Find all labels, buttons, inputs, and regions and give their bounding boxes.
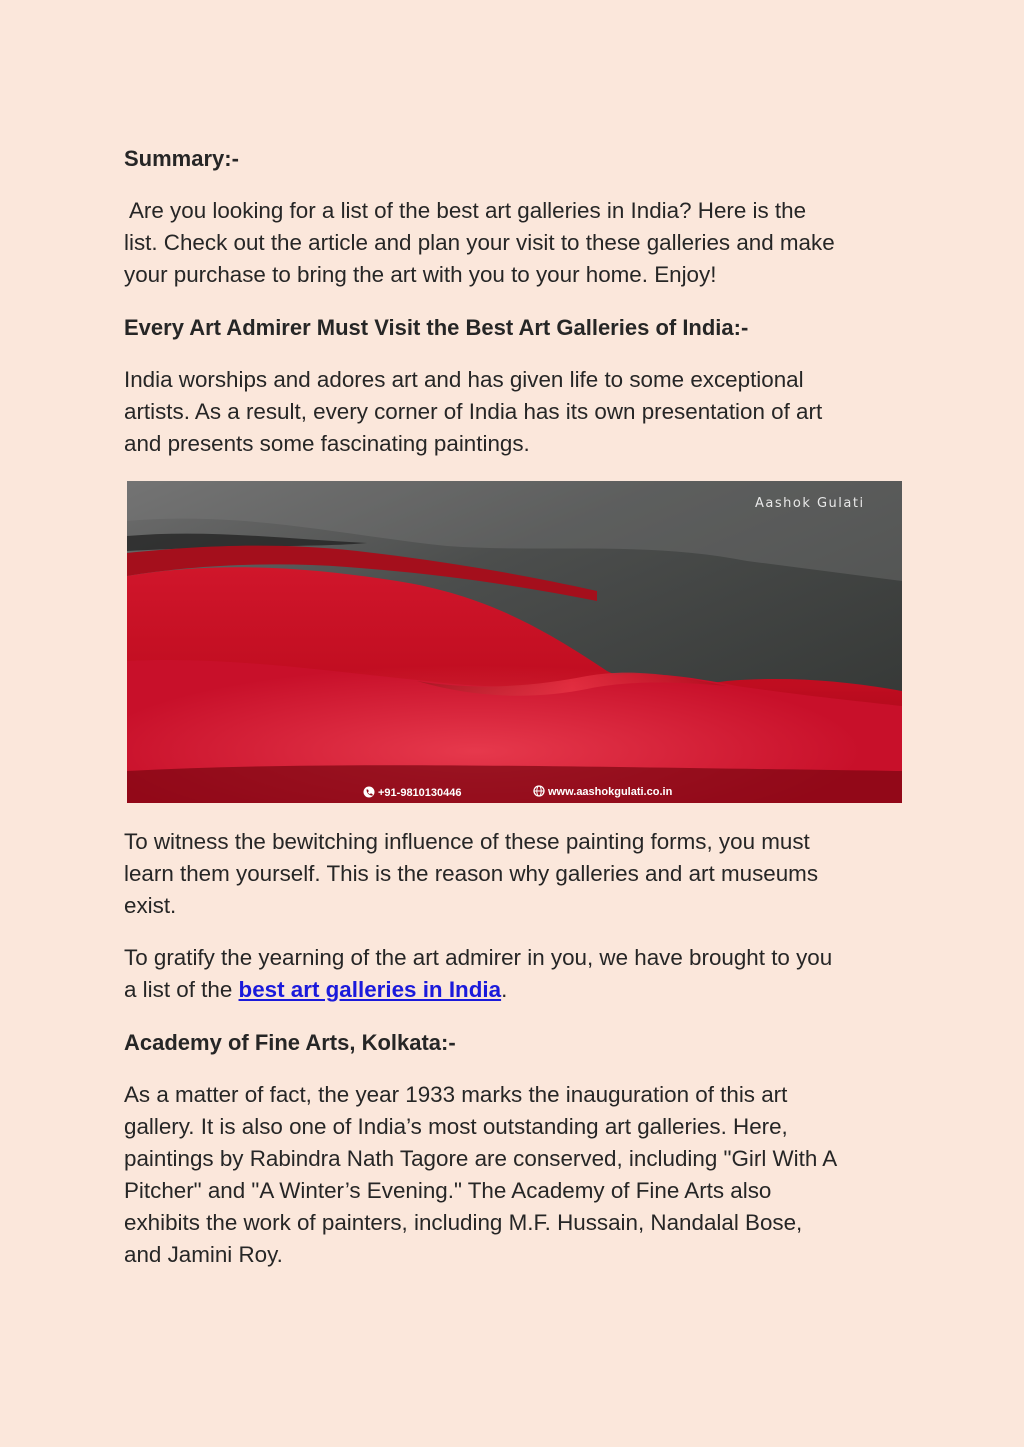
gratify-paragraph (124, 942, 832, 1006)
gratify-prefix: a list of the (124, 977, 239, 1002)
section-heading-best-galleries: Every Art Admirer Must Visit the Best Art Galleries of India:- (124, 315, 749, 340)
gratify-line-2 (124, 974, 832, 1006)
witness-line: learn them yourself. This is the reason why galleries and art museums (124, 861, 819, 886)
gratify-line: To gratify the yearning of the art admirer in you, we have brought to you (124, 945, 833, 970)
painting-website: www.aashokgulati.co.in (548, 786, 673, 798)
summary-line: your purchase to bring the art with you to your home. Enjoy! (124, 262, 717, 287)
phone-icon (364, 787, 375, 798)
intro-line: India worships and adores art and has given life to some exceptional (124, 367, 804, 392)
intro-line: and presents some fascinating paintings. (124, 431, 530, 456)
best-galleries-link[interactable]: best art galleries in India (238, 977, 502, 1002)
witness-line: exist. (124, 893, 177, 918)
academy-paragraph (124, 1079, 837, 1271)
painting-signature: Aashok Gulati (755, 496, 865, 511)
summary-heading: Summary:- (124, 146, 239, 171)
academy-line: gallery. It is also one of India’s most outstanding art galleries. Here, (124, 1114, 788, 1139)
witness-line: To witness the bewitching influence of these painting forms, you must (124, 829, 810, 854)
summary-line: list. Check out the article and plan your visit to these galleries and make (124, 230, 835, 255)
academy-line: Pitcher" and "A Winter’s Evening." The Academy of Fine Arts also (124, 1178, 772, 1203)
summary-line: Are you looking for a list of the best art galleries in India? Here is the (124, 198, 807, 223)
intro-paragraph (124, 364, 822, 460)
painting-image (127, 481, 902, 803)
witness-paragraph (124, 826, 818, 922)
academy-line: exhibits the work of painters, including M.F. Hussain, Nandalal Bose, (124, 1210, 803, 1235)
academy-line: As a matter of fact, the year 1933 marks the inauguration of this art (124, 1082, 788, 1107)
painting-phone: +91-9810130446 (378, 787, 462, 799)
academy-line: and Jamini Roy. (124, 1242, 283, 1267)
intro-line: artists. As a result, every corner of India has its own presentation of art (124, 399, 823, 424)
summary-paragraph (124, 195, 835, 291)
gratify-suffix: . (501, 977, 508, 1002)
section-heading-academy: Academy of Fine Arts, Kolkata:- (124, 1030, 456, 1055)
academy-line: paintings by Rabindra Nath Tagore are conserved, including "Girl With A (124, 1146, 838, 1171)
